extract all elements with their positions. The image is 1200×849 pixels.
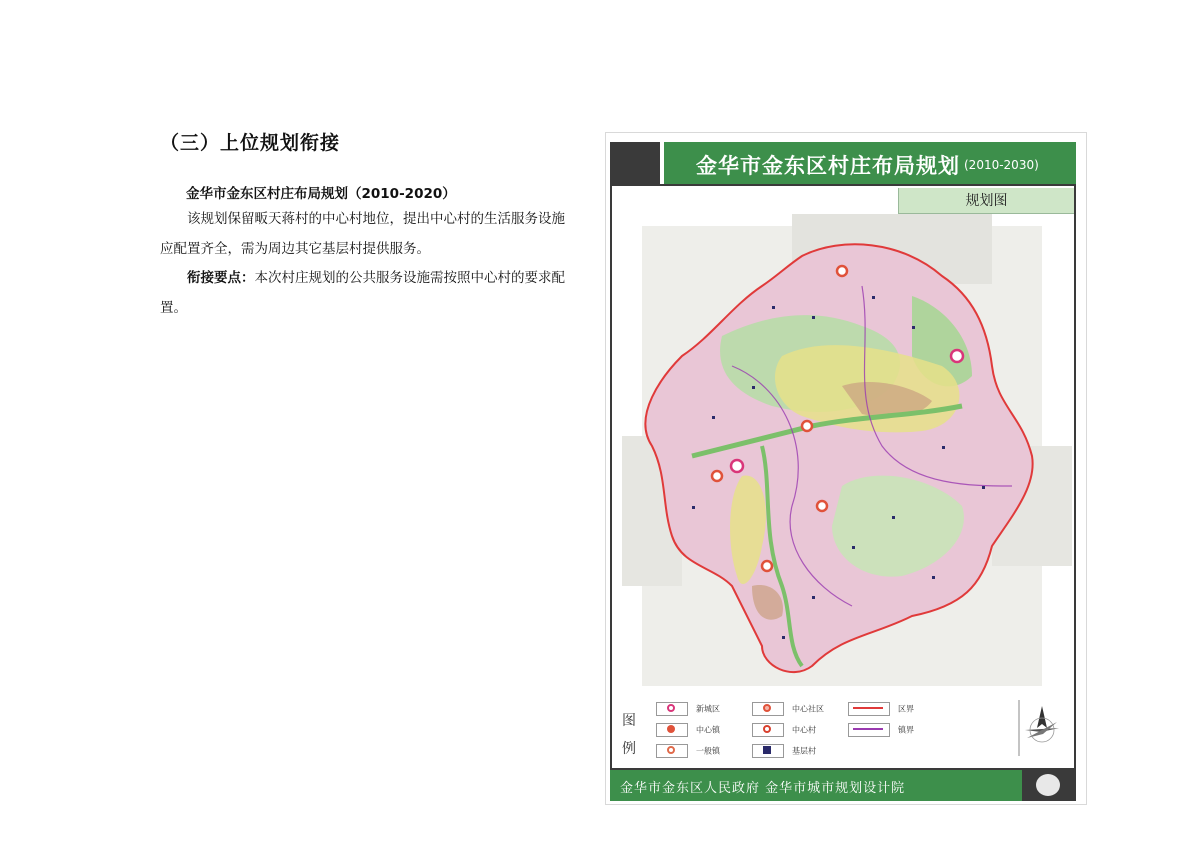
legend-label: 基层村 — [792, 746, 816, 756]
legend-label: 区界 — [898, 704, 914, 714]
village-dot — [892, 516, 895, 519]
legend-label: 镇界 — [898, 725, 914, 735]
legend-symbol — [656, 702, 688, 716]
legend-label: 中心镇 — [696, 725, 720, 735]
footer-logo-icon — [1022, 770, 1076, 801]
legend-title-2: 例 — [622, 741, 636, 757]
legend-symbol — [752, 702, 784, 716]
village-dot — [812, 596, 815, 599]
town-marker — [837, 266, 847, 276]
new-city-marker — [731, 460, 743, 472]
map-title: 金华市金东区村庄布局规划 — [696, 154, 960, 178]
legend-item-town-boundary — [848, 723, 914, 737]
village-dot — [692, 506, 695, 509]
legend-label: 一般镇 — [696, 746, 720, 756]
map-header — [610, 142, 1076, 184]
legend-symbol — [656, 723, 688, 737]
legend-item-central-community — [752, 702, 824, 716]
planning-map-image — [606, 133, 1086, 804]
town-marker — [817, 501, 827, 511]
legend-symbol — [848, 723, 890, 737]
north-arrow-icon — [1017, 698, 1067, 758]
town-marker — [802, 421, 812, 431]
paragraph-1: 该规划保留畈天蒋村的中心村地位，提出中心村的生活服务设施应配置齐全，需为周边其它基层村提供服务。 — [160, 211, 565, 257]
legend-label: 中心村 — [792, 725, 816, 735]
section-heading: （三）上位规划衔接 — [160, 132, 341, 154]
header-dark-block — [610, 142, 660, 184]
village-dot — [872, 296, 875, 299]
header-separator — [660, 142, 664, 184]
map-legend — [612, 696, 1074, 768]
legend-symbol — [752, 744, 784, 758]
legend-item-base-village — [752, 744, 816, 758]
legend-title-1: 图 — [622, 713, 636, 729]
village-dot — [852, 546, 855, 549]
village-dot — [982, 486, 985, 489]
document-title: 金华市金东区村庄布局规划（2010-2020） — [186, 186, 456, 202]
village-dot — [912, 326, 915, 329]
district-map — [612, 186, 1074, 698]
map-body — [610, 184, 1076, 770]
legend-label: 中心社区 — [792, 704, 824, 714]
paragraph-2-text: 本次村庄规划的公共服务设施需按照中心村的要求配置。 — [160, 270, 565, 316]
map-years: (2010-2030) — [964, 158, 1039, 172]
map-footer-text: 金华市金东区人民政府 金华市城市规划设计院 — [620, 781, 906, 796]
village-dot — [812, 316, 815, 319]
legend-symbol — [752, 723, 784, 737]
legend-item-district-boundary — [848, 702, 914, 716]
town-marker — [712, 471, 722, 481]
village-dot — [712, 416, 715, 419]
village-dot — [772, 306, 775, 309]
paragraph-2 — [160, 263, 570, 323]
new-city-marker — [951, 350, 963, 362]
village-dot — [932, 576, 935, 579]
legend-label: 新城区 — [696, 704, 720, 714]
village-dot — [782, 636, 785, 639]
legend-symbol — [656, 744, 688, 758]
legend-item-general-town — [656, 744, 720, 758]
legend-item-central-village — [752, 723, 816, 737]
village-dot — [942, 446, 945, 449]
village-dot — [752, 386, 755, 389]
map-footer — [610, 770, 1076, 801]
town-marker — [762, 561, 772, 571]
legend-item-central-town — [656, 723, 720, 737]
legend-symbol — [848, 702, 890, 716]
map-tab-label: 规划图 — [898, 188, 1074, 214]
paragraph-2-label: 衔接要点： — [187, 270, 255, 286]
legend-item-new-city — [656, 702, 720, 716]
